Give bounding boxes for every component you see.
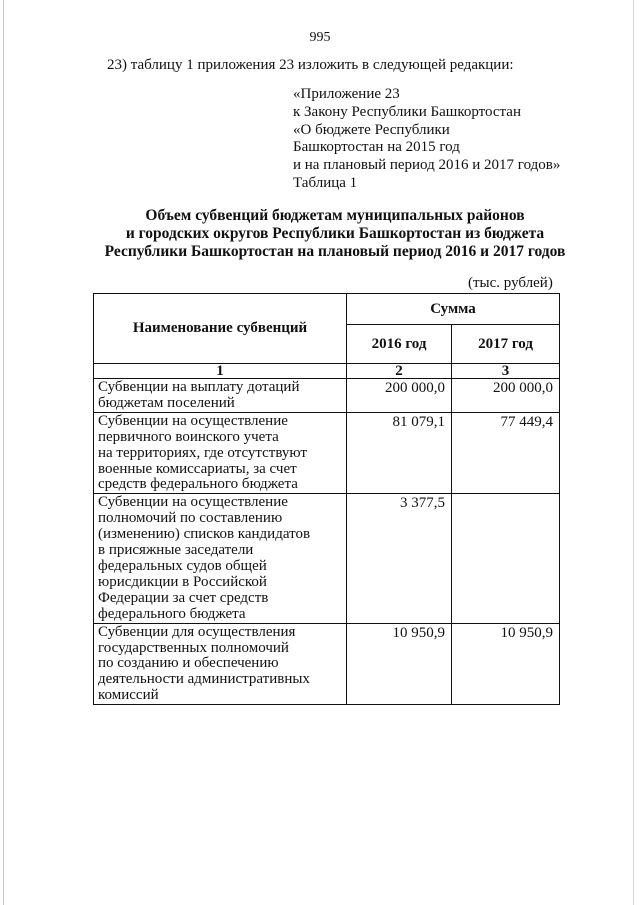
header-year-2016: 2016 год xyxy=(347,325,452,364)
column-number: 1 xyxy=(94,364,347,379)
heading-line: Республики Башкортостан на плановый период 2016 и 2017 годов xyxy=(104,243,566,260)
name-line: Субвенции на осуществление xyxy=(98,412,288,429)
appendix-line: к Закону Республики Башкортостан xyxy=(293,103,521,120)
name-line: полномочий по составлению xyxy=(98,510,283,527)
value-2016: 81 079,1 xyxy=(347,412,452,494)
subvention-name xyxy=(94,379,347,413)
appendix-reference xyxy=(293,86,560,193)
name-line: в присяжные заседатели xyxy=(98,542,254,559)
name-line: на территориях, где отсутствуют xyxy=(98,444,307,461)
value-2017: 10 950,9 xyxy=(452,623,560,705)
page-edge-right xyxy=(633,0,634,905)
name-line: по созданию и обеспечению xyxy=(98,655,279,672)
name-line: бюджетам поселений xyxy=(98,394,235,411)
name-line: Федерации за счет средств xyxy=(98,589,269,606)
unit-label: (тыс. рублей) xyxy=(468,275,553,291)
table-row xyxy=(94,379,560,413)
appendix-line: Башкортостан на 2015 год xyxy=(293,139,460,156)
name-line: первичного воинского учета xyxy=(98,428,279,445)
table-row xyxy=(94,494,560,623)
name-line: деятельности административных xyxy=(98,671,310,688)
value-2016: 200 000,0 xyxy=(347,379,452,413)
name-line: военные комиссариаты, за счет xyxy=(98,460,297,477)
name-line: Субвенции на осуществление xyxy=(98,494,288,511)
header-sum: Сумма xyxy=(347,294,560,325)
subvention-name xyxy=(94,494,347,623)
column-number-row xyxy=(94,364,560,379)
name-line: федерального бюджета xyxy=(98,605,246,622)
page-number: 995 xyxy=(309,30,331,45)
appendix-line: «О бюджете Республики xyxy=(293,121,450,138)
intro-text: 23) таблицу 1 приложения 23 изложить в следующей редакции: xyxy=(107,57,514,73)
table-row xyxy=(94,623,560,705)
name-line: (изменению) списков кандидатов xyxy=(98,526,311,543)
appendix-line: и на плановый период 2016 и 2017 годов» xyxy=(293,157,561,174)
table-heading xyxy=(60,207,610,261)
appendix-line: «Приложение 23 xyxy=(293,86,400,102)
name-line: комиссий xyxy=(98,687,159,704)
name-line: Субвенции для осуществления xyxy=(98,623,296,640)
column-number: 3 xyxy=(452,364,560,379)
subvention-name xyxy=(94,412,347,494)
name-line: юрисдикции в Российской xyxy=(98,573,267,590)
heading-line: Объем субвенций бюджетам муниципальных районов xyxy=(145,207,525,224)
name-line: Субвенции на выплату дотаций xyxy=(98,379,300,395)
value-2016: 3 377,5 xyxy=(347,494,452,623)
name-line: государственных полномочий xyxy=(98,639,289,656)
appendix-line: Таблица 1 xyxy=(293,174,358,191)
name-line: средств федерального бюджета xyxy=(98,476,298,493)
page-edge-left xyxy=(3,0,4,905)
subventions-table xyxy=(93,293,560,705)
value-2017: 200 000,0 xyxy=(452,379,560,413)
heading-line: и городских округов Республики Башкортостан из бюджета xyxy=(125,225,545,242)
value-2017 xyxy=(452,494,560,623)
table-row xyxy=(94,412,560,494)
name-line: федеральных судов общей xyxy=(98,557,267,574)
header-name: Наименование субвенций xyxy=(94,294,347,364)
subvention-name xyxy=(94,623,347,705)
value-2017: 77 449,4 xyxy=(452,412,560,494)
value-2016: 10 950,9 xyxy=(347,623,452,705)
column-number: 2 xyxy=(347,364,452,379)
header-year-2017: 2017 год xyxy=(452,325,560,364)
